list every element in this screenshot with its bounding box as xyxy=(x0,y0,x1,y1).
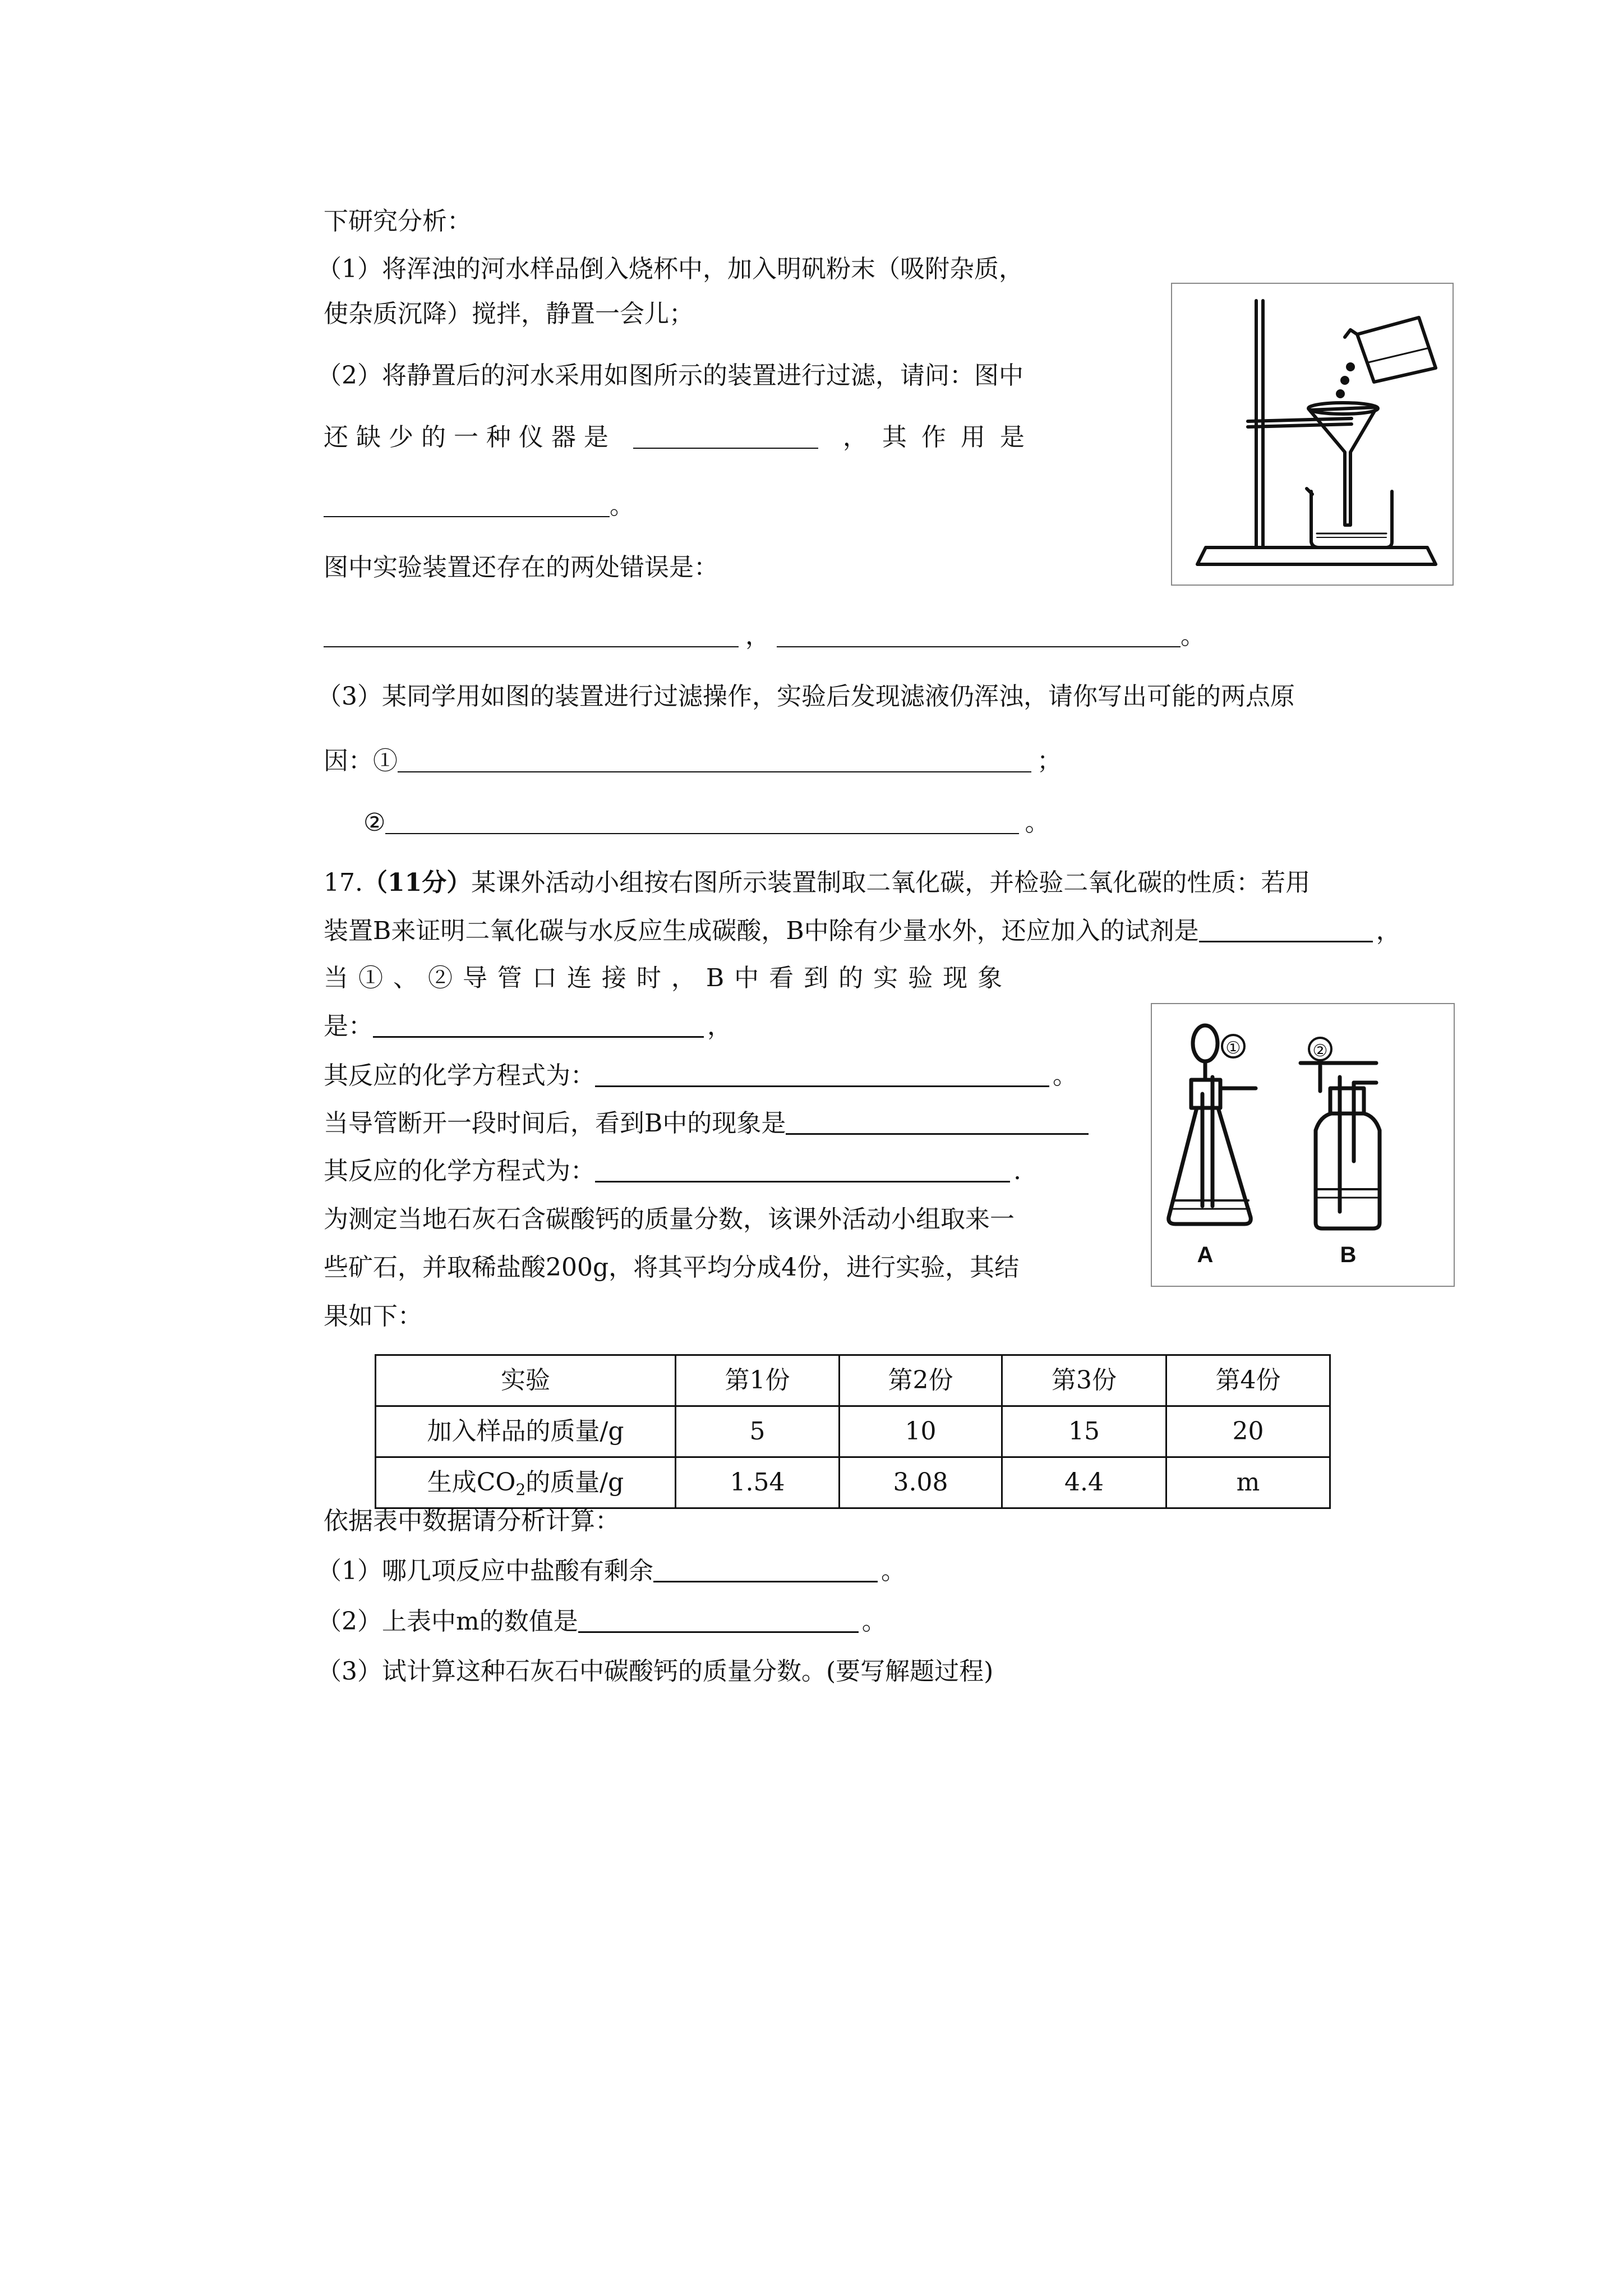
step3-line2: 因：① ； xyxy=(324,747,1062,775)
q17-line4: 是： ， xyxy=(324,1012,732,1041)
table-cell: 5 xyxy=(676,1406,840,1457)
m-value-blank[interactable] xyxy=(578,1609,859,1633)
q17-line1: 17.（11分）某课外活动小组按右图所示装置制取二氧化碳，并检验二氧化碳的性质：若用 xyxy=(324,868,1311,897)
missing-instrument-blank[interactable] xyxy=(633,425,818,449)
phenomenon1-blank[interactable] xyxy=(373,1014,704,1038)
table-cell-co2-label: 生成$CO_2$的质量/g xyxy=(376,1457,676,1508)
results-table xyxy=(375,1354,1331,1509)
step3-line1: （3）某同学用如图的装置进行过滤操作，实验后发现滤液仍浑浊，请你写出可能的两点原 xyxy=(317,682,1295,711)
step2-errors-line: ， 。 xyxy=(324,624,1205,648)
table-header-cell: 实验 xyxy=(376,1355,676,1406)
label-a: A xyxy=(1197,1243,1214,1267)
instrument-function-blank[interactable] xyxy=(324,494,610,517)
filtration-apparatus-figure xyxy=(1171,283,1454,586)
step2-errors-question: 图中实验装置还存在的两处错误是： xyxy=(324,553,718,582)
table-cell: m xyxy=(1166,1457,1330,1508)
table-header-cell: 第1份 xyxy=(676,1355,840,1406)
table-cell: 10 xyxy=(840,1406,1002,1457)
table-cell: 15 xyxy=(1002,1406,1166,1457)
table-header-cell: 第3份 xyxy=(1002,1355,1166,1406)
q17-line9: 些矿石，并取稀盐酸200g，将其平均分成4份，进行实验，其结 xyxy=(324,1253,1020,1282)
q17-line5: 其反应的化学方程式为： 。 xyxy=(324,1061,1077,1090)
table-cell: 加入样品的质量/g xyxy=(376,1406,676,1457)
q17-line8: 为测定当地石灰石含碳酸钙的质量分数，该课外活动小组取来一 xyxy=(324,1205,1015,1234)
error1-blank[interactable] xyxy=(324,624,739,647)
marker-1: ① xyxy=(1225,1038,1241,1058)
table-cell: 20 xyxy=(1166,1406,1330,1457)
step1-line1: （1）将浑浊的河水样品倒入烧杯中，加入明矾粉末（吸附杂质， xyxy=(317,255,1023,283)
q17-line10: 果如下： xyxy=(324,1302,422,1331)
q17-score: （11分） xyxy=(362,868,472,897)
reason1-blank[interactable] xyxy=(398,749,1031,772)
analysis-q1: （1）哪几项反应中盐酸有剩余 。 xyxy=(317,1557,906,1585)
table-cell: 1.54 xyxy=(676,1457,840,1508)
analysis-intro: 依据表中数据请分析计算： xyxy=(324,1507,620,1535)
table-row xyxy=(376,1406,1330,1457)
phenomenon2-blank[interactable] xyxy=(786,1111,1089,1135)
step3-line3: ② 。 xyxy=(363,808,1050,837)
step2-line2-part2: ， 其 作 用 是 xyxy=(842,423,1028,452)
co2-apparatus-drawing xyxy=(1152,1004,1454,1286)
error2-blank[interactable] xyxy=(777,624,1181,647)
table-cell: 4.4 xyxy=(1002,1457,1166,1508)
q17-number: 17. xyxy=(324,868,363,897)
hcl-remaining-blank[interactable] xyxy=(653,1558,878,1582)
equation2-blank[interactable] xyxy=(595,1158,1010,1182)
table-row xyxy=(376,1457,1330,1508)
table-header-cell: 第2份 xyxy=(840,1355,1002,1406)
reason2-blank[interactable] xyxy=(385,811,1019,834)
equation1-blank[interactable] xyxy=(595,1063,1049,1087)
step2-line2 xyxy=(324,425,1028,450)
step2-line3: 。 xyxy=(324,494,634,518)
table-cell: 3.08 xyxy=(840,1457,1002,1508)
step1-line2: 使杂质沉降）搅拌，静置一会儿； xyxy=(324,300,694,328)
filtration-apparatus-drawing xyxy=(1172,284,1453,585)
q17-line6: 当导管断开一段时间后，看到B中的现象是 xyxy=(324,1111,1089,1136)
marker-2: ② xyxy=(1312,1041,1328,1061)
co2-apparatus-figure xyxy=(1151,1003,1455,1287)
q17-line7: 其反应的化学方程式为： . xyxy=(324,1157,1021,1185)
q17-line3: 当 ① 、 ② 导 管 口 连 接 时 ， B 中 看 到 的 实 验 现 象 xyxy=(324,964,1004,992)
step2-line1: （2）将静置后的河水采用如图所示的装置进行过滤，请问：图中 xyxy=(317,361,1023,390)
step2-line2-part1: 还 缺 少 的 一 种 仪 器 是 xyxy=(324,423,608,452)
intro-heading: 下研究分析： xyxy=(324,207,472,236)
q17-line2: 装置B来证明二氧化碳与水反应生成碳酸，B中除有少量水外，还应加入的试剂是 ， xyxy=(324,917,1401,945)
analysis-q3: （3）试计算这种石灰石中碳酸钙的质量分数。(要写解题过程) xyxy=(317,1657,994,1686)
label-b: B xyxy=(1340,1243,1357,1267)
table-row xyxy=(376,1355,1330,1406)
table-header-cell: 第4份 xyxy=(1166,1355,1330,1406)
reagent-blank[interactable] xyxy=(1199,918,1373,942)
analysis-q2: （2）上表中m的数值是 。 xyxy=(317,1607,887,1636)
